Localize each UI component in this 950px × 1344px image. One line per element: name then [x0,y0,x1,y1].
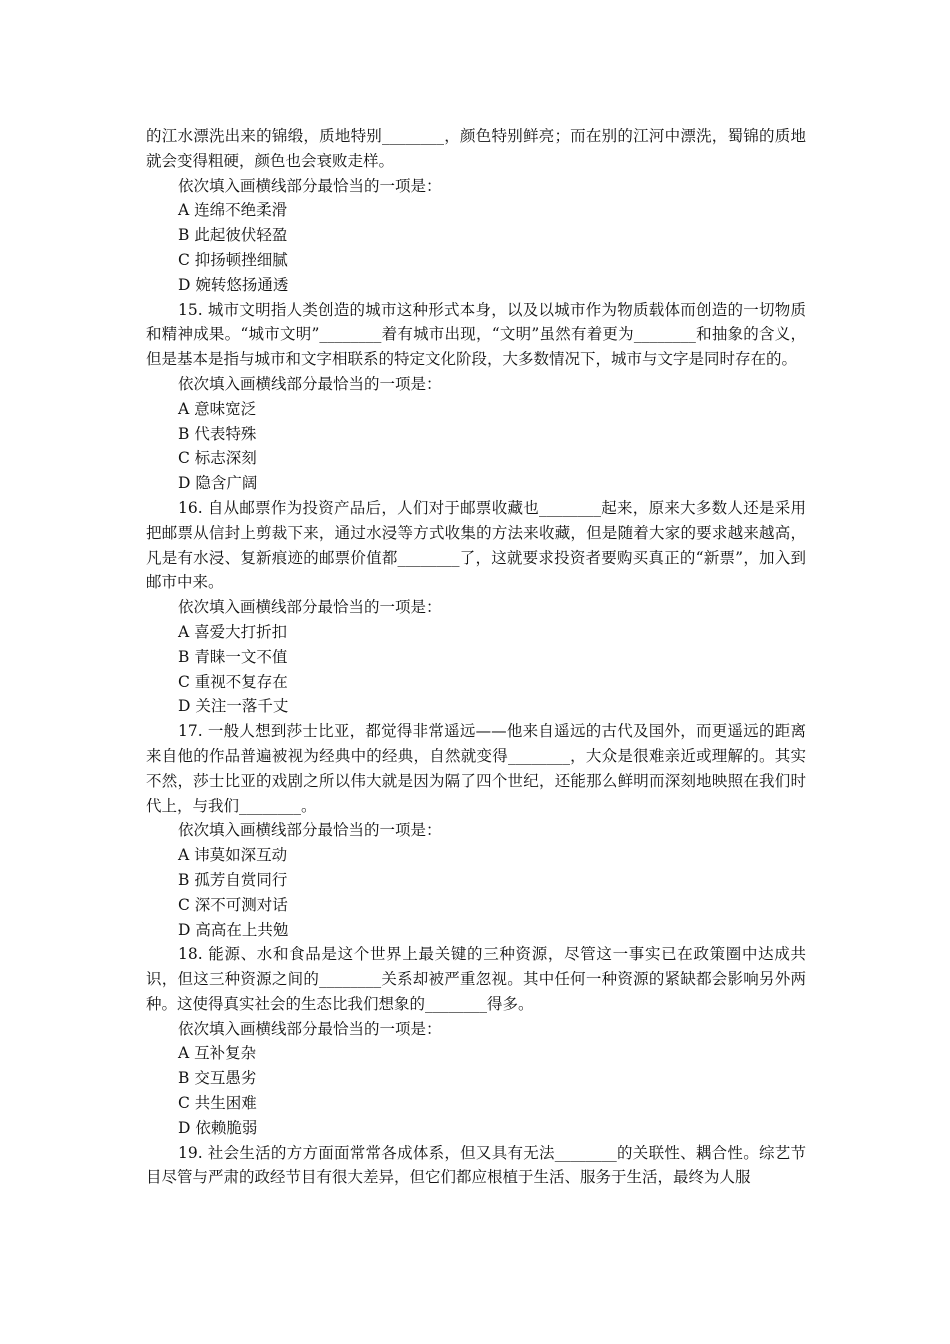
question-number: 18. [178,945,209,964]
option-b: B 此起彼伏轻盈 [178,226,288,245]
option-b: B 孤芳自赏同行 [178,870,288,889]
option-a: A 讳莫如深互动 [178,846,288,865]
question-number: 15. [178,300,208,319]
option-b: B 交互愚劣 [178,1069,257,1088]
option-d: D 隐含广阔 [178,474,258,493]
question-15 [146,298,806,496]
option-c: C 重视不复存在 [178,672,288,691]
question-number: 16. [178,498,208,517]
question-prompt: 依次填入画横线部分最恰当的一项是： [178,374,442,393]
question-text: 能源、水和食品是这个世界上最关键的三种资源，尽管这一事实已在政策圈中达成共识，但这三种资源之间的________关系却被严重忽视。其中任何一种资源的紧缺都会影响另外两种。这使得真实社会的生态比我们想象的________得多。 [146,945,807,1013]
question-text: 的江水漂洗出来的锦缎，质地特别________，颜色特别鲜亮；而在别的江河中漂洗，蜀锦的质地就会变得粗硬，颜色也会衰败走样。 [146,127,806,170]
option-b: B 青睐一文不值 [178,647,288,666]
question-17 [146,719,806,942]
option-a: A 连绵不绝柔滑 [178,201,288,220]
question-stem [146,496,806,595]
option-c: C 标志深刻 [178,449,257,468]
question-19 [146,1141,806,1191]
option-c: C 共生困难 [178,1094,257,1113]
question-prompt: 依次填入画横线部分最恰当的一项是： [178,598,442,617]
question-18 [146,942,806,1140]
option-a: A 喜爱大打折扣 [178,622,288,641]
question-number: 17. [178,722,208,741]
option-d: D 婉转悠扬通透 [178,275,289,294]
question-stem [146,1141,806,1191]
question-prompt: 依次填入画横线部分最恰当的一项是： [178,176,442,195]
option-b: B 代表特殊 [178,424,257,443]
question-text: 城市文明指人类创造的城市这种形式本身，以及以城市作为物质载体而创造的一切物质和精神成果。“城市文明”________着有城市出现，“文明”虽然有着更为________和抽象的含义，但是基本是指与城市和文字相联系的特定文化阶段，大多数情况下，城市与文字是同时存在的。 [146,300,806,369]
question-prompt: 依次填入画横线部分最恰当的一项是： [178,1019,442,1038]
question-16 [146,496,806,719]
question-text: 自从邮票作为投资产品后，人们对于邮票收藏也________起来，原来大多数人还是采用把邮票从信封上剪裁下来，通过水浸等方式收集的方法来收藏，但是随着大家的要求越来越高，凡是有水浸、复新痕迹的邮票价值都________了，这就要求投资者要购买真正的“新票”，加入到邮市中来。 [146,498,806,592]
question-text: 一般人想到莎士比亚，都觉得非常遥远——他来自遥远的古代及国外，而更遥远的距离来自他的作品普遍被视为经典中的经典，自然就变得________，大众是很难亲近或理解的。其实不然，莎士比亚的戏剧之所以伟大就是因为隔了四个世纪，还能那么鲜明而深刻地映照在我们时代上，与我们________。 [146,722,806,815]
option-d: D 关注一落千丈 [178,697,289,716]
question-prompt: 依次填入画横线部分最恰当的一项是： [178,821,442,840]
question-number: 19. [178,1143,208,1162]
option-d: D 高高在上共勉 [178,920,289,939]
question-stem [146,124,806,174]
option-c: C 深不可测对话 [178,895,288,914]
question-stem [146,719,806,818]
question-stem [146,298,806,372]
option-a: A 意味宽泛 [178,399,257,418]
option-a: A 互补复杂 [178,1044,257,1063]
question-14-continuation [146,124,806,298]
question-stem [146,942,806,1016]
option-d: D 依赖脆弱 [178,1118,258,1137]
option-c: C 抑扬顿挫细腻 [178,250,288,269]
question-text: 社会生活的方方面面常常各成体系，但又具有无法________的关联性、耦合性。综艺节目尽管与严肃的政经节目有很大差异，但它们都应根植于生活、服务于生活，最终为人服 [146,1143,806,1187]
document-page [146,124,806,1190]
